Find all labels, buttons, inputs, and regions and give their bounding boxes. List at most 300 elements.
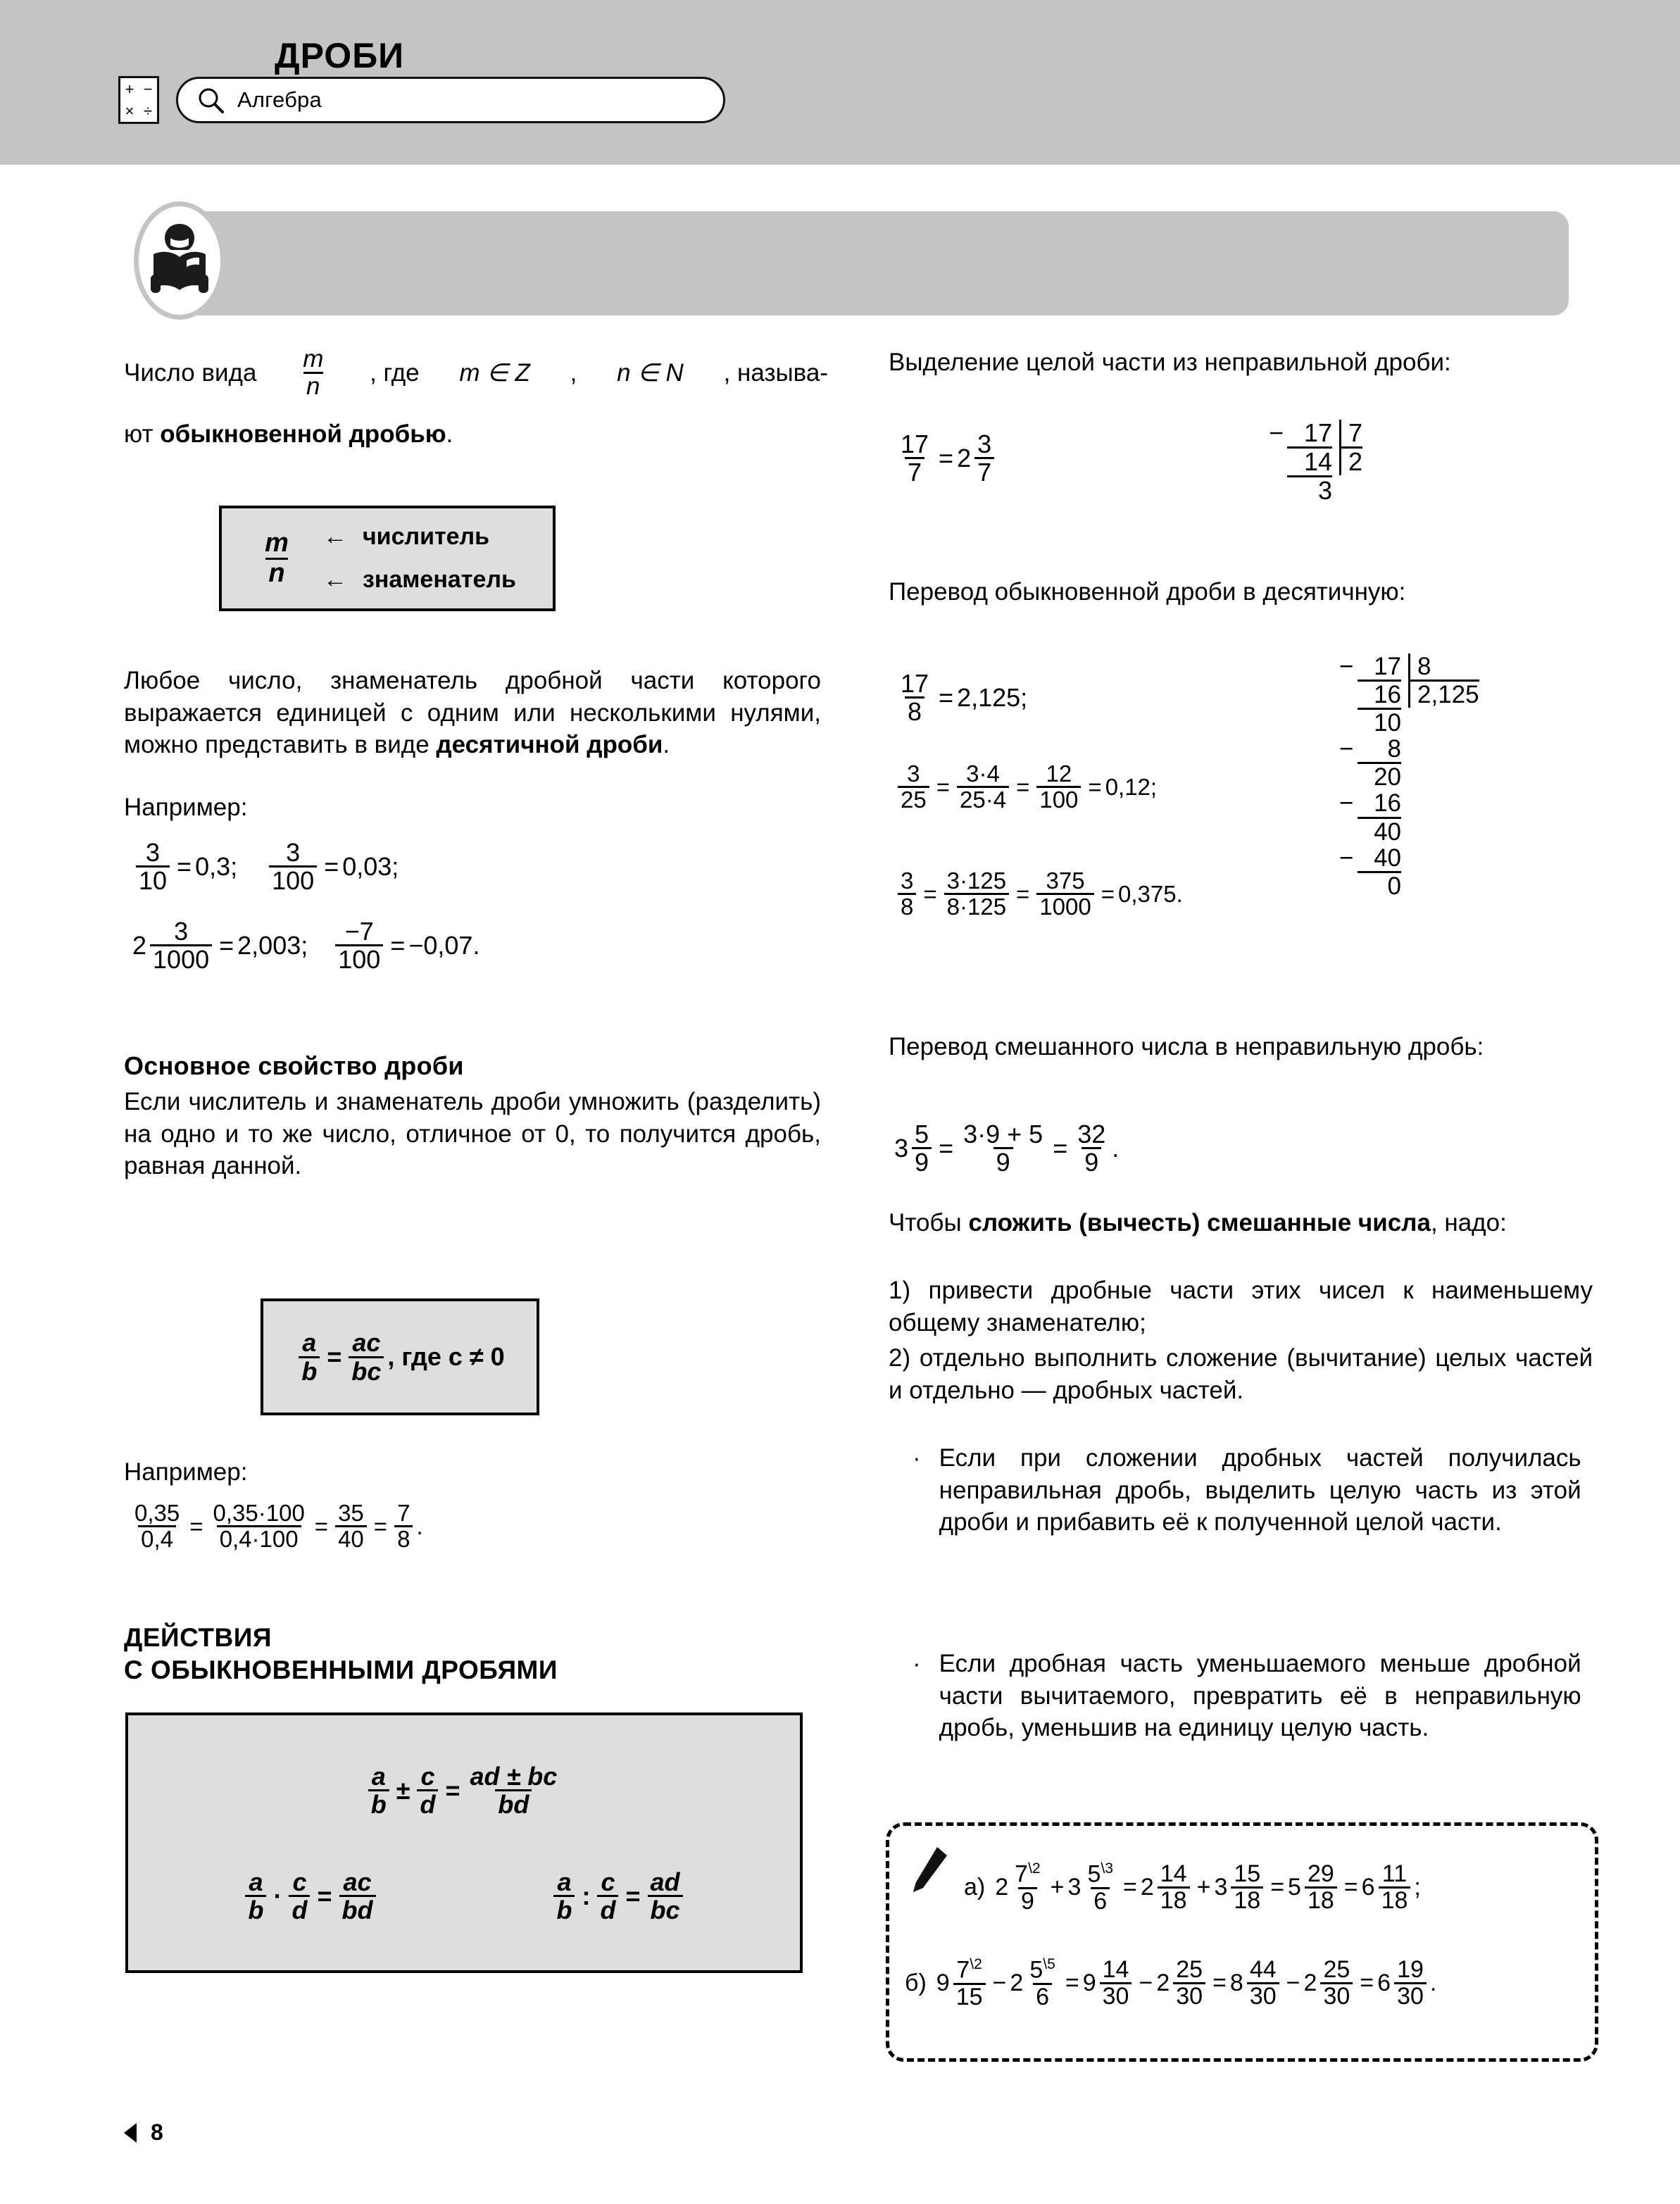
b-w3: 9 xyxy=(1082,1970,1096,1997)
a-w3: 2 xyxy=(1140,1874,1154,1901)
calculator-icon[interactable] xyxy=(118,76,159,124)
addition-subtraction-formula xyxy=(128,1763,800,1818)
fraction-7-8 xyxy=(394,1501,413,1552)
den: 9 xyxy=(1018,1887,1037,1914)
a-frac-1 xyxy=(1012,1861,1043,1914)
result: 2,125; xyxy=(957,682,1028,712)
num: 3 xyxy=(901,868,914,894)
fraction-035x100-04x100 xyxy=(211,1501,308,1552)
bullet-icon: · xyxy=(913,1444,921,1472)
eq-b: = xyxy=(1016,880,1030,907)
example-fraction-3-10 xyxy=(136,839,170,894)
num: 19 xyxy=(1397,1955,1424,1983)
numerator-denominator-box xyxy=(219,506,556,611)
num: a xyxy=(302,1328,317,1358)
num: 14 xyxy=(1160,1860,1187,1887)
fraction-3-7 xyxy=(974,431,994,486)
num: 14 xyxy=(1102,1955,1129,1983)
intro-line2-plain: ют xyxy=(124,420,161,448)
decimal-conversion-1 xyxy=(894,670,1027,725)
intro-text-after: , называ- xyxy=(723,358,828,387)
fraction-numerator: m xyxy=(303,345,324,372)
a-op1: + xyxy=(1050,1874,1065,1901)
example-a-label: а) xyxy=(964,1874,986,1901)
decimal-def-bold: десятичной дроби xyxy=(436,731,663,758)
search-icon xyxy=(196,86,225,114)
a-op2: + xyxy=(1196,1874,1211,1901)
mixed-whole-2: 2 xyxy=(132,930,147,960)
fraction-3-25 xyxy=(898,762,929,813)
step-6: 40 xyxy=(1358,817,1401,845)
den: 100 xyxy=(269,865,317,894)
list-item xyxy=(913,1648,1594,1744)
den: 25 xyxy=(898,786,929,812)
decimal-definition-paragraph xyxy=(124,665,821,761)
period: . xyxy=(416,1513,423,1539)
dividend: 17 xyxy=(1374,653,1401,680)
calc-plus-glyph: + xyxy=(125,80,134,98)
to-decimal-heading: Перевод обыкновенной дроби в десятичную: xyxy=(889,578,1406,606)
division-formula xyxy=(550,1869,686,1924)
b-w7: 6 xyxy=(1377,1970,1391,1997)
step-7: 40 xyxy=(1374,844,1401,872)
whole: 3 xyxy=(894,1133,909,1163)
rule-post: , надо: xyxy=(1430,1209,1507,1236)
rule-step-2: 2) отдельно выполнить сложение (вычитание) целых частей и отдельно — дробных частей. xyxy=(889,1344,1593,1404)
num xyxy=(953,1957,985,1983)
b-eq2: = xyxy=(1212,1970,1227,1997)
result: 0,12; xyxy=(1105,773,1158,800)
den: 1000 xyxy=(1036,893,1093,919)
bullet-icon: · xyxy=(913,1650,921,1677)
formula-condition: , где c ≠ 0 xyxy=(387,1342,505,1371)
num: ad ± bc xyxy=(470,1762,558,1791)
eq: = xyxy=(939,682,954,712)
den: bc xyxy=(648,1895,683,1923)
eq-c: = xyxy=(373,1513,388,1539)
calc-minus-glyph: − xyxy=(143,80,153,98)
step-1: 16 xyxy=(1358,680,1401,708)
num: 0,35·100 xyxy=(213,1500,305,1526)
num: 3·125 xyxy=(946,868,1007,894)
frac-a-b-mul xyxy=(245,1869,266,1924)
minus-sign-1: − xyxy=(1269,418,1284,447)
example-b-label: б) xyxy=(905,1970,927,1997)
b-frac-3 xyxy=(1100,1955,1132,2010)
num: 25 xyxy=(1323,1955,1350,1983)
b-w6: 2 xyxy=(1303,1970,1317,1997)
prev-page-arrow-icon[interactable] xyxy=(124,2123,137,2143)
minus-4: − xyxy=(1339,844,1354,872)
eq-b: = xyxy=(1053,1133,1068,1163)
decimal-def-text: Любое число, знаменатель дробной части которого выражается единицей с одним или несколькими нулями, можно представить в виде xyxy=(124,667,821,758)
num: 3 xyxy=(977,430,992,458)
den: 8 xyxy=(898,893,916,919)
formula-a-over-b xyxy=(299,1329,320,1384)
b-frac-1 xyxy=(953,1957,986,2010)
num: 17 xyxy=(901,430,929,458)
num: c xyxy=(420,1762,435,1791)
box-fraction-denominator: n xyxy=(265,558,287,588)
fraction-denominator: n xyxy=(303,372,322,399)
box-fraction-m-n xyxy=(262,527,292,588)
main-property-text: Если числитель и знаменатель дроби умножить (разделить) на одно и то же число, отличное от 0, то получится дробь, равная данной. xyxy=(124,1088,821,1179)
equals-4: = xyxy=(390,930,406,960)
reduce-fraction-example xyxy=(128,1501,423,1552)
b-frac-5 xyxy=(1247,1955,1279,2010)
multiplication-formula xyxy=(242,1869,379,1924)
a-eq1: = xyxy=(1122,1874,1137,1901)
den: 10 xyxy=(136,865,170,894)
frac-result-div xyxy=(648,1869,683,1924)
den: 9 xyxy=(1082,1147,1101,1175)
den: b xyxy=(299,1356,320,1384)
mixed-to-improper-heading: Перевод смешанного числа в неправильную дробь: xyxy=(889,1033,1484,1060)
a-frac-5 xyxy=(1305,1862,1337,1914)
plus-minus-icon: ± xyxy=(396,1775,410,1805)
den: 7 xyxy=(974,457,994,485)
b-op1: − xyxy=(992,1970,1007,1997)
den: 0,4·100 xyxy=(217,1525,301,1551)
fraction-17-8 xyxy=(898,670,932,725)
num: 0,35 xyxy=(134,1500,180,1526)
eq-b: = xyxy=(1016,773,1030,800)
den: 8·125 xyxy=(944,893,1009,919)
num xyxy=(1027,1957,1058,1983)
den: 25·4 xyxy=(957,786,1009,812)
app-bar xyxy=(0,0,1680,165)
page-number: 8 xyxy=(151,2120,163,2145)
b-op3: − xyxy=(1286,1970,1300,1997)
fraction-12-100 xyxy=(1036,762,1081,813)
den: 18 xyxy=(1231,1886,1263,1913)
fraction-035-04 xyxy=(132,1501,182,1552)
decimal-conversion-2 xyxy=(894,762,1157,813)
num: 15 xyxy=(1234,1860,1261,1887)
multiplier: \2 xyxy=(1028,1860,1041,1877)
denominator-label: знаменатель xyxy=(362,566,516,593)
rule-pre: Чтобы xyxy=(889,1209,969,1236)
b-w1: 9 xyxy=(936,1970,950,1997)
box-fraction-numerator: m xyxy=(265,527,289,558)
num: 3 xyxy=(907,760,920,787)
equals-sign: = xyxy=(327,1342,342,1371)
den: 30 xyxy=(1394,1982,1427,2009)
intro-condition-2: n ∈ N xyxy=(617,358,684,387)
remainder: 3 xyxy=(1287,475,1332,504)
n: 5 xyxy=(1087,1860,1101,1888)
num: 3 xyxy=(174,917,189,946)
main-property-heading: Основное свойство дроби xyxy=(124,1051,464,1080)
den: 30 xyxy=(1320,1982,1353,2009)
minus-1: − xyxy=(1339,653,1354,680)
search-input[interactable] xyxy=(176,77,725,123)
example-result-4: −0,07. xyxy=(408,930,480,960)
den: 30 xyxy=(1247,1982,1279,2009)
a-eq3: = xyxy=(1343,1874,1358,1901)
num: 29 xyxy=(1307,1860,1334,1887)
page-title: ДРОБИ xyxy=(275,36,405,75)
n: 5 xyxy=(1029,1956,1043,1984)
search-input-value: Алгебра xyxy=(237,87,322,112)
b-w2: 2 xyxy=(1010,1970,1024,1997)
subtrahend: 14 xyxy=(1287,446,1332,475)
den: 15 xyxy=(953,1983,986,2010)
decimal-conversion-3 xyxy=(894,869,1183,920)
operations-heading-line-2: С ОБЫКНОВЕННЫМИ ДРОБЯМИ xyxy=(124,1655,558,1684)
frac-a-b-div xyxy=(553,1869,575,1924)
bullet-1-text: Если при сложении дробных частей получилась неправильная дробь, выделить целую часть из этой дроби и прибавить её к полученной целой части. xyxy=(939,1444,1581,1536)
intro-comma: , xyxy=(570,358,577,387)
den: b xyxy=(245,1895,266,1923)
n: 7 xyxy=(1015,1860,1029,1888)
dividend: 17 xyxy=(1303,418,1332,447)
den: 6 xyxy=(1091,1887,1110,1914)
num: 17 xyxy=(901,669,929,698)
equals-1: = xyxy=(177,851,192,881)
den: 9 xyxy=(993,1147,1013,1175)
a-w1: 2 xyxy=(995,1874,1009,1901)
minus-3: − xyxy=(1339,789,1354,818)
main-property-formula-box xyxy=(261,1298,539,1415)
rule-step-1: 1) привести дробные части этих чисел к наименьшему общему знаменателю; xyxy=(889,1277,1593,1336)
num: −7 xyxy=(344,917,374,946)
calc-times-glyph: × xyxy=(125,101,134,120)
pencil-icon xyxy=(909,1846,948,1898)
eq-mul: = xyxy=(317,1881,332,1910)
fraction-3x125-8x125 xyxy=(944,869,1009,920)
minus-2: − xyxy=(1339,735,1354,763)
den: 100 xyxy=(335,944,383,972)
example-label-1: Например: xyxy=(124,794,248,821)
step-8-remainder: 0 xyxy=(1358,871,1401,899)
eq-a: = xyxy=(923,880,937,907)
num: ac xyxy=(343,1867,372,1896)
arrow-to-numerator-icon: ← xyxy=(322,523,347,550)
add-subtract-mixed-rule xyxy=(889,1207,1593,1239)
num xyxy=(1012,1861,1043,1887)
example-fraction-neg7-100 xyxy=(335,918,383,973)
den: 100 xyxy=(1036,786,1081,812)
bullet-2-text: Если дробная часть уменьшаемого меньше дробной части вычитаемого, превратить её в неправильную дробь, уменьшив на единицу целую часть. xyxy=(939,1650,1581,1741)
fraction-m-over-n xyxy=(300,346,326,400)
example-a xyxy=(964,1861,1421,1914)
den: d xyxy=(597,1895,618,1923)
a-eq2: = xyxy=(1270,1874,1285,1901)
step-5: 16 xyxy=(1374,789,1401,818)
b-frac-7 xyxy=(1394,1955,1427,2010)
num: 35 xyxy=(338,1500,364,1526)
frac-result-add xyxy=(468,1763,560,1818)
section-banner xyxy=(168,211,1569,315)
fraction-3x4-25x4 xyxy=(957,762,1009,813)
den: 18 xyxy=(1158,1886,1190,1913)
b-frac-2 xyxy=(1027,1957,1058,2010)
b-eq1: = xyxy=(1065,1970,1079,1997)
step-3: 8 xyxy=(1387,735,1401,763)
den: 40 xyxy=(335,1525,367,1551)
divisor: 8 xyxy=(1408,653,1431,680)
fraction-3x9plus5-9 xyxy=(960,1121,1046,1176)
num: a xyxy=(557,1867,572,1896)
fraction-35-40 xyxy=(335,1501,367,1552)
step-4: 20 xyxy=(1358,762,1401,790)
app-bar-content xyxy=(118,76,725,124)
b-frac-4 xyxy=(1173,1955,1205,2010)
fraction-375-1000 xyxy=(1036,869,1093,920)
frac-a-b xyxy=(368,1763,389,1818)
intro-condition-1: m ∈ Z xyxy=(459,358,530,387)
arrow-to-denominator-icon: ← xyxy=(322,566,347,593)
a-frac-3 xyxy=(1158,1862,1190,1914)
num: 44 xyxy=(1249,1955,1277,1983)
divide-icon: : xyxy=(582,1881,591,1910)
long-division-17-by-8 xyxy=(1339,653,1479,899)
extract-whole-heading: Выделение целой части из неправильной дроби: xyxy=(889,349,1451,376)
num: 5 xyxy=(915,1120,929,1148)
intro-line-1 xyxy=(124,346,828,400)
formula-ac-over-bc xyxy=(349,1329,384,1384)
intro-text-before: Число вида xyxy=(124,358,257,387)
eq: = xyxy=(939,443,954,472)
frac-c-d-div xyxy=(597,1869,618,1924)
operations-formula-box xyxy=(125,1713,803,1973)
eq-b: = xyxy=(314,1513,329,1539)
den: 18 xyxy=(1379,1886,1411,1913)
den: 30 xyxy=(1173,1982,1205,2009)
n: 7 xyxy=(956,1956,970,1984)
numerator-label: числитель xyxy=(362,523,490,550)
equals-3: = xyxy=(219,930,234,960)
den: 30 xyxy=(1100,1982,1132,2009)
num: ac xyxy=(352,1328,381,1358)
multiplier: \2 xyxy=(970,1956,982,1972)
divisor: 7 xyxy=(1339,420,1362,446)
a-w5: 5 xyxy=(1288,1874,1301,1901)
a-frac-2 xyxy=(1084,1861,1116,1914)
decimal-example-row-1 xyxy=(132,839,399,894)
num: ad xyxy=(650,1867,680,1896)
den: 18 xyxy=(1305,1886,1337,1913)
b-w4: 2 xyxy=(1156,1970,1170,1997)
a-end: ; xyxy=(1414,1874,1421,1901)
b-eq3: = xyxy=(1360,1970,1374,1997)
den: b xyxy=(553,1895,575,1923)
num: 12 xyxy=(1046,760,1072,787)
num: 11 xyxy=(1381,1860,1408,1887)
eq-a: = xyxy=(189,1513,203,1539)
den: bc xyxy=(349,1356,384,1384)
fraction-32-9 xyxy=(1074,1121,1108,1176)
frac-c-d xyxy=(417,1763,438,1818)
multiplier: \3 xyxy=(1101,1860,1113,1877)
list-item xyxy=(913,1442,1594,1539)
den: 9 xyxy=(912,1147,932,1175)
den: b xyxy=(368,1789,389,1817)
num: c xyxy=(292,1867,307,1896)
den: 8 xyxy=(394,1525,413,1551)
intro-line2-bold: обыкновенной дробью xyxy=(160,420,446,448)
a-w6: 6 xyxy=(1361,1874,1375,1901)
num: 32 xyxy=(1077,1120,1106,1148)
rule-bold: сложить (вычесть) смешанные числа xyxy=(968,1209,1431,1236)
example-result-1: 0,3; xyxy=(195,851,238,881)
den: d xyxy=(417,1789,438,1817)
num: 25 xyxy=(1176,1955,1203,1983)
intro-line-2 xyxy=(124,418,828,451)
whole-part: 2 xyxy=(957,443,972,472)
b-op2: − xyxy=(1139,1970,1153,1997)
eq-c: = xyxy=(1088,773,1102,800)
frac-c-d-mul xyxy=(289,1869,310,1924)
a-w4: 3 xyxy=(1214,1874,1228,1901)
num: a xyxy=(249,1867,263,1896)
fraction-3-8 xyxy=(898,869,916,920)
eq: = xyxy=(445,1775,460,1805)
eq-div: = xyxy=(625,1881,641,1910)
den: bd xyxy=(495,1789,532,1817)
example-label-2: Например: xyxy=(124,1458,248,1486)
intro-text-mid: , где xyxy=(370,358,420,387)
worked-examples-box xyxy=(886,1822,1598,2062)
operations-heading-line-1: ДЕЙСТВИЯ xyxy=(124,1623,272,1652)
step-2: 10 xyxy=(1358,708,1401,736)
equals-2: = xyxy=(324,851,339,881)
b-end: . xyxy=(1429,1970,1437,1997)
a-frac-6 xyxy=(1379,1862,1411,1914)
den: 7 xyxy=(905,457,924,485)
example-result-2: 0,03; xyxy=(342,851,399,881)
example-b xyxy=(905,1957,1436,2010)
b-w5: 8 xyxy=(1229,1970,1243,1997)
example-fraction-3-1000 xyxy=(150,918,212,973)
example-fraction-3-100 xyxy=(269,839,317,894)
fraction-17-7 xyxy=(898,431,932,486)
quotient: 2 xyxy=(1339,446,1362,475)
calc-divide-glyph: ÷ xyxy=(143,101,153,120)
period: . xyxy=(1112,1133,1120,1163)
a-frac-4 xyxy=(1231,1862,1263,1914)
quotient: 2,125 xyxy=(1408,680,1479,708)
den: 6 xyxy=(1033,1983,1052,2010)
multiplier: \5 xyxy=(1043,1956,1055,1972)
example-result-3: 2,003; xyxy=(237,930,308,960)
num: 3 xyxy=(286,838,301,867)
long-division-17-by-7 xyxy=(1269,420,1362,504)
den: 1000 xyxy=(150,944,212,972)
num: 3 xyxy=(146,838,161,867)
result: 0,375. xyxy=(1118,880,1183,907)
den: 8 xyxy=(905,696,924,725)
num: 3·9 + 5 xyxy=(963,1120,1043,1148)
den: 0,4 xyxy=(138,1525,176,1551)
den: d xyxy=(289,1895,310,1923)
den: bd xyxy=(339,1895,376,1923)
intro-line2-dot: . xyxy=(446,420,453,448)
num: 7 xyxy=(397,1500,410,1526)
reading-person-icon xyxy=(134,201,225,320)
fraction-5-9 xyxy=(912,1121,932,1176)
multiply-icon: · xyxy=(273,1881,282,1910)
decimal-example-row-2 xyxy=(132,918,479,973)
frac-result-mul xyxy=(339,1869,376,1924)
num: 375 xyxy=(1046,868,1085,894)
eq-c: = xyxy=(1101,880,1115,907)
b-frac-6 xyxy=(1320,1955,1353,2010)
num: 3·4 xyxy=(966,760,1000,787)
eq-a: = xyxy=(936,773,950,800)
num: a xyxy=(371,1762,386,1791)
